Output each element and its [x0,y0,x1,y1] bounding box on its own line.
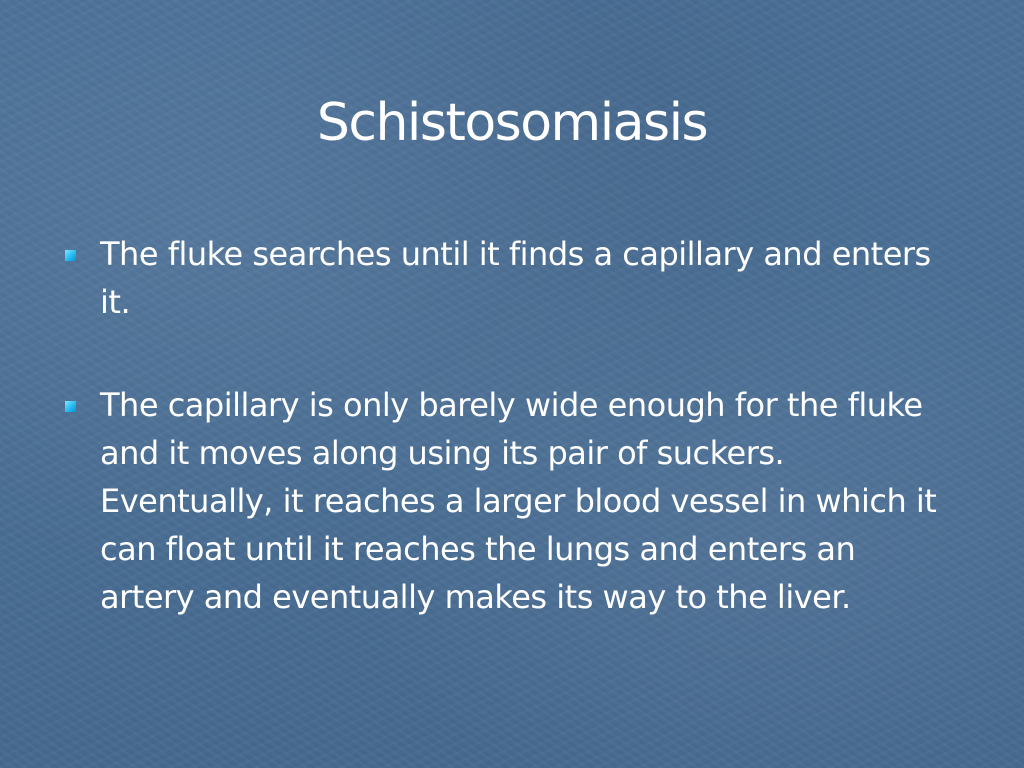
bullet-list [58,230,958,621]
bullet-item [58,230,958,326]
bullet-text: The fluke searches until it finds a capillary and enters it. [100,235,931,321]
square-bullet-icon [65,250,76,261]
slide-title: Schistosomiasis [316,93,708,153]
bullet-text: The capillary is only barely wide enough for the fluke and it moves along using its pair of suckers. Eventually, it reaches a larger blood vessel in which it can float until it reaches the lungs and enters an artery and eventually makes its way to the liver. [100,386,946,616]
bullet-item [58,381,958,621]
square-bullet-icon [65,401,76,412]
